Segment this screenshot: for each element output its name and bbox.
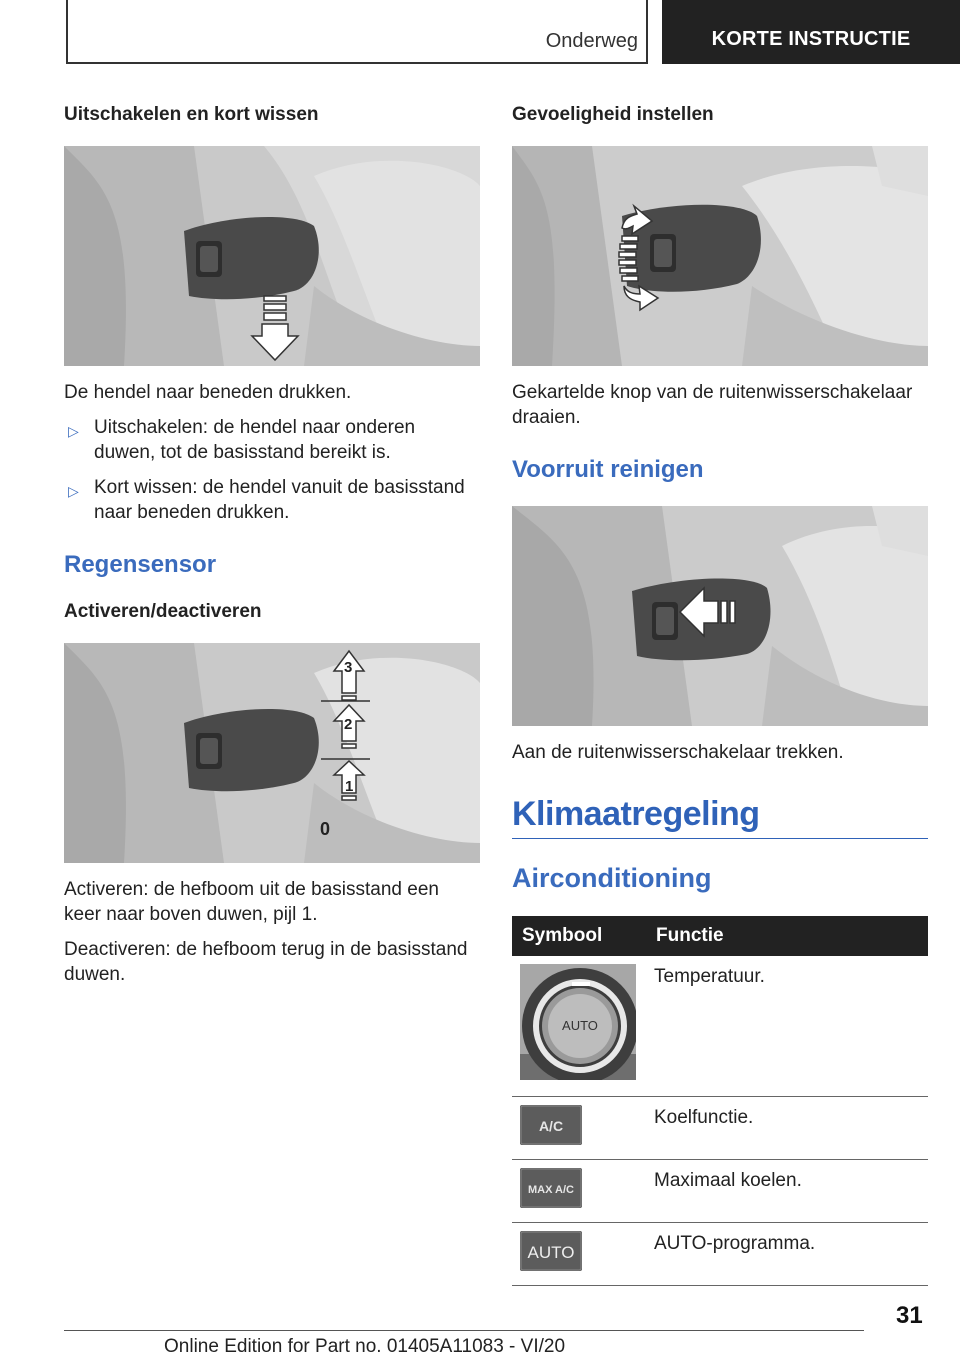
max-ac-button-icon — [520, 1168, 582, 1208]
wiper-lever-pull-figure — [512, 506, 928, 726]
table-row — [512, 1097, 928, 1160]
arrow-label-2: 2 — [344, 716, 353, 733]
table-header-function: Functie — [644, 916, 928, 956]
footer-divider — [64, 1330, 864, 1331]
ac-label: A/C — [538, 1118, 564, 1134]
wiper-lever-down-figure — [64, 146, 480, 366]
section-title: Airconditioning — [512, 863, 712, 893]
dial-label: AUTO — [562, 1018, 598, 1033]
heading-clean-windshield: Voorruit reinigen — [512, 456, 704, 483]
ac-button-icon — [520, 1105, 582, 1145]
table-cell-text: AUTO-programma. — [644, 1223, 928, 1286]
arrow-label-0: 0 — [320, 819, 331, 839]
text-rotate-knob: Gekartelde knop van de ruitenwisserschakelaar draaien. — [512, 382, 913, 428]
text-deactivate: Deactiveren: de hefboom terug in de basisstand duwen. — [64, 939, 468, 985]
symbol-table — [512, 916, 928, 1286]
wiper-knob-rotate-figure — [512, 146, 928, 366]
heading-sensitivity: Gevoeligheid instellen — [512, 104, 714, 125]
list-item: ▷ Uitschakelen: de hendel naar onderen duwen, tot de basisstand bereikt is. — [68, 417, 416, 463]
page-number: 31 — [896, 1302, 923, 1329]
heading-switch-off: Uitschakelen en kort wissen — [64, 104, 319, 125]
table-row — [512, 1160, 928, 1223]
triangle-bullet-icon: ▷ — [68, 423, 79, 439]
wiper-lever-up-figure — [64, 643, 480, 863]
triangle-bullet-icon: ▷ — [68, 483, 79, 499]
table-row — [512, 1223, 928, 1286]
auto-button-icon — [520, 1231, 582, 1271]
text-activate: Activeren: de hefboom uit de basisstand een keer naar boven duwen, pijl 1. — [64, 879, 439, 925]
table-cell-text: Koelfunctie. — [644, 1097, 928, 1160]
chapter-title: Klimaatregeling — [512, 795, 928, 839]
auto-label: AUTO — [527, 1243, 575, 1262]
table-header-symbol: Symbool — [512, 916, 644, 956]
heading-activate: Activeren/deactiveren — [64, 601, 262, 622]
heading-rain-sensor: Regensensor — [64, 551, 217, 578]
text-pull-lever: Aan de ruitenwisserschakelaar trekken. — [512, 742, 844, 763]
table-cell-text: Maximaal koelen. — [644, 1160, 928, 1223]
arrow-label-3: 3 — [344, 659, 353, 676]
left-column — [64, 104, 480, 997]
header-section: Onderweg — [545, 30, 638, 52]
right-column — [512, 104, 928, 1286]
footer-edition: Online Edition for Part no. 01405A11083 - VI/20 — [164, 1336, 566, 1357]
table-row — [512, 956, 928, 1097]
temperature-dial-icon — [520, 964, 636, 1080]
list-item: ▷ Kort wissen: de hendel vanuit de basisstand naar beneden drukken. — [68, 477, 465, 523]
table-cell-text: Temperatuur. — [644, 956, 928, 1097]
header-chapter: KORTE INSTRUCTIE — [662, 0, 960, 64]
arrow-label-1: 1 — [345, 778, 354, 795]
text-press-down: De hendel naar beneden drukken. — [64, 382, 352, 403]
max-ac-label: MAX A/C — [527, 1184, 575, 1196]
bullet-list — [64, 415, 480, 525]
